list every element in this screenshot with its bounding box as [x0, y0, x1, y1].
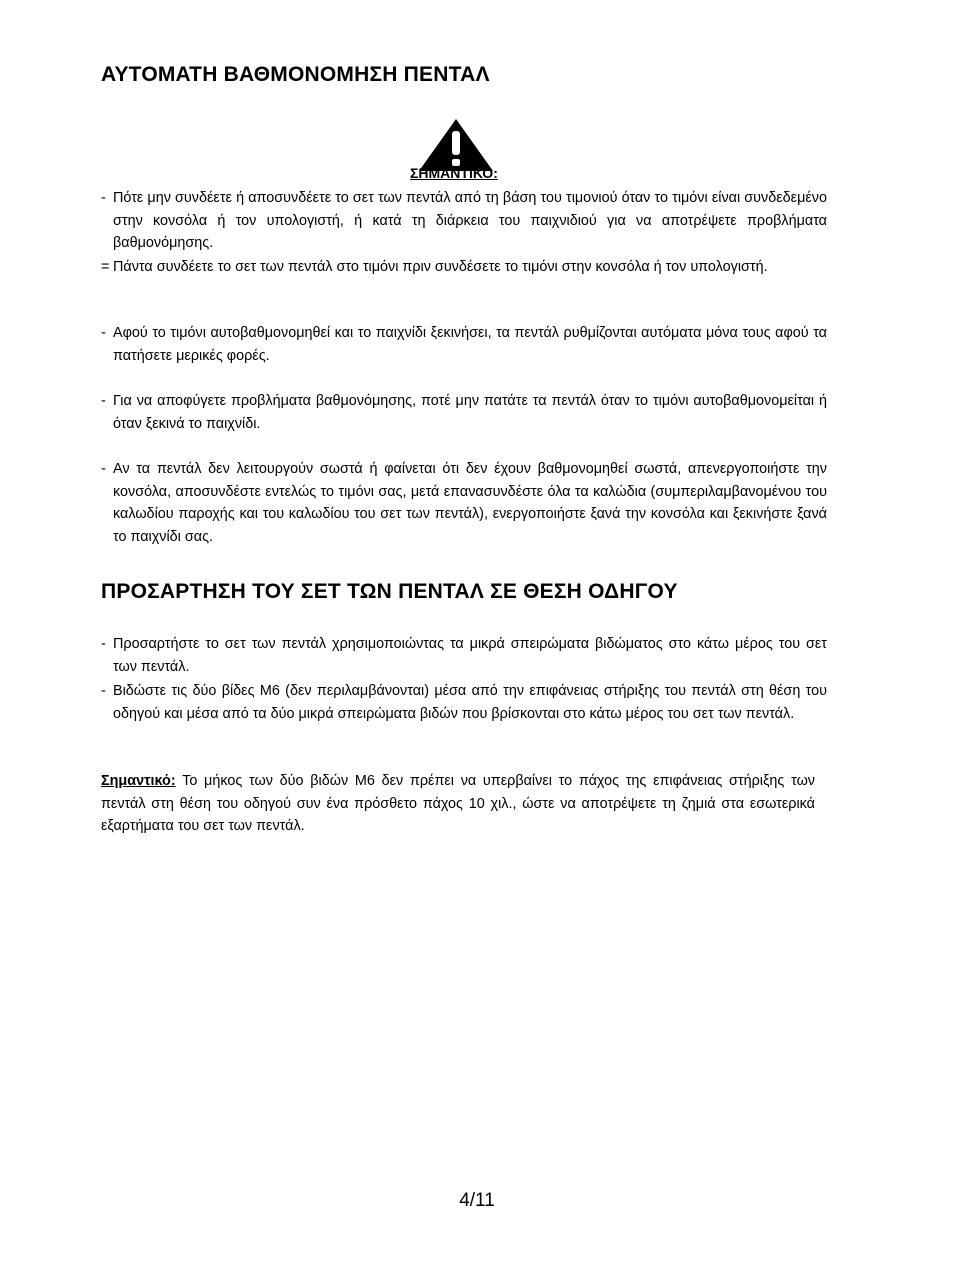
list-item-text: Πότε μην συνδέετε ή αποσυνδέετε το σετ των πεντάλ από τη βάση του τιμονιού όταν το τιμόνι είναι συνδεδεμένο στην κονσόλα ή τον υπολογιστή, ή κατά τη διάρκεια του παιχνιδιού για να αποτρέψετε προβλήματα βαθμονόμησης.	[113, 190, 827, 252]
list-marker: -	[101, 636, 106, 652]
warning-block	[400, 117, 514, 187]
list-item	[101, 322, 827, 367]
list-item	[101, 187, 827, 255]
note-text: Το μήκος των δύο βιδών M6 δεν πρέπει να υπερβαίνει το πάχος της επιφάνειας στήριξης των πεντάλ στη θέση του οδηγού συν ένα πρόσθετο πάχος 10 χιλ., ώστε να αποτρέψετε τη ζημιά στα εσωτερικά εξαρτήματα του σετ των πεντάλ.	[101, 773, 815, 835]
list-item-text: Αφού το τιμόνι αυτοβαθμονομηθεί και το παιχνίδι ξεκινήσει, τα πεντάλ ρυθμίζονται αυτόματα μόνα τους αφού τα πατήσετε μερικές φορές.	[113, 325, 827, 364]
list-marker: -	[101, 393, 106, 409]
page-number: 4/11	[459, 1190, 495, 1211]
list-marker: -	[101, 683, 106, 699]
warning-label: ΣΗΜΑΝΤΙΚΟ:	[410, 165, 498, 181]
list-item	[101, 458, 827, 548]
list-marker: -	[101, 190, 106, 206]
list-item	[101, 256, 827, 279]
list-item-text: Αν τα πεντάλ δεν λειτουργούν σωστά ή φαίνεται ότι δεν έχουν βαθμονομηθεί σωστά, απενεργοποιήστε την κονσόλα, αποσυνδέστε εντελώς το τιμόνι σας, μετά επανασυνδέστε όλα τα καλώδια (συμπεριλαμβανομένου του καλωδίου παροχής και του καλωδίου του σετ των πεντάλ), ενεργοποιήστε ξανά την κονσόλα και ξεκινήστε ξανά το παιχνίδι σας.	[113, 461, 827, 545]
list-item-text: Προσαρτήστε το σετ των πεντάλ χρησιμοποιώντας τα μικρά σπειρώματα βιδώματος στο κάτω μέρος του σετ των πεντάλ.	[113, 636, 827, 675]
list-item-text: Πάντα συνδέετε το σετ των πεντάλ στο τιμόνι πριν συνδέσετε το τιμόνι στην κονσόλα ή τον υπολογιστή.	[113, 259, 768, 275]
note-label: Σημαντικό:	[101, 773, 176, 789]
section-title-auto-calibration: ΑΥΤΟΜΑΤΗ ΒΑΘΜΟΝΟΜΗΣΗ ΠΕΝΤΑΛ	[101, 63, 490, 86]
list-item	[101, 390, 827, 435]
list-marker: =	[101, 259, 110, 275]
list-item-text: Για να αποφύγετε προβλήματα βαθμονόμησης, ποτέ μην πατάτε τα πεντάλ όταν το τιμόνι αυτοβαθμονομείται ή όταν ξεκινά το παιχνίδι.	[113, 393, 827, 432]
section-title-pedal-mounting: ΠΡΟΣΑΡΤΗΣΗ ΤΟΥ ΣΕΤ ΤΩΝ ΠΕΝΤΑΛ ΣΕ ΘΕΣΗ ΟΔΗΓΟΥ	[101, 580, 678, 603]
list-item-text: Βιδώστε τις δύο βίδες M6 (δεν περιλαμβάνονται) μέσα από την επιφάνειας στήριξης του πεντάλ στη θέση του οδηγού και μέσα από τα δύο μικρά σπειρώματα βιδών που βρίσκονται στο κάτω μέρος του σετ των πεντάλ.	[113, 683, 827, 722]
list-item	[101, 633, 827, 678]
list-item	[101, 680, 827, 725]
important-note	[101, 770, 815, 838]
list-marker: -	[101, 325, 106, 341]
list-marker: -	[101, 461, 106, 477]
